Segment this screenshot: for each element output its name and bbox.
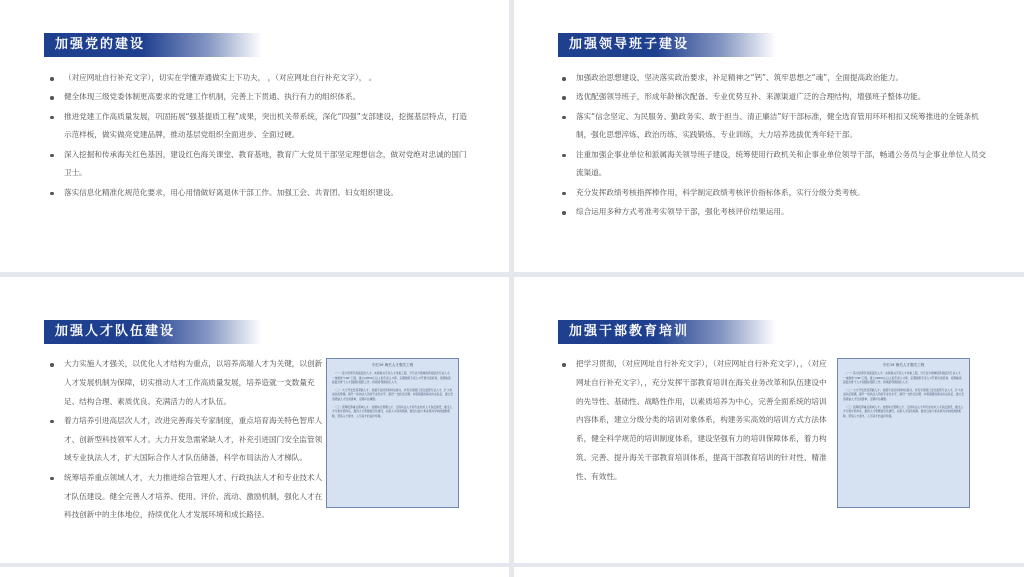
document-thumbnail bbox=[837, 358, 970, 508]
list-item: 落实信息化精准化规范化要求，用心用情做好离退休干部工作。加强工会、共青团、妇女组织建设。 bbox=[50, 184, 470, 203]
slide-leadership-building bbox=[514, 0, 1024, 272]
bullet-dot-icon bbox=[50, 116, 54, 120]
list-item: （对应网址自行补充文字），切实在学懂弄通做实上下功夫， ，（对应网址自行补充文字）， 。 bbox=[50, 69, 470, 88]
slide-cadre-training bbox=[514, 277, 1024, 563]
bullet-dot-icon bbox=[50, 96, 54, 100]
list-item: 健全体现三级党委体制更高要求的党建工作机制，完善上下贯通、执行有力的组织体系。 bbox=[50, 88, 470, 107]
document-paragraph: （二）大力开发急需紧缺人才。加强专业培训和岗位练兵，补充引进国门安全监管专业人才，扩大执法队伍规模，提升一线执法人员的专业化水平，建设一支政治过硬、本领高强的海关执法队伍，建立急需紧缺人才目录清单，定期评估调整。 bbox=[332, 387, 453, 401]
list-item: 落实“信念坚定、为民服务、勤政务实、敢于担当、清正廉洁”好干部标准，健全选育管用环环相扣又统筹推进的全链条机制，强化思想淬炼、政治历练、实践锻炼、专业训练，大力培养选拔优秀年轻干部。 bbox=[562, 108, 992, 146]
section-header: 加强党的建设 bbox=[44, 33, 262, 57]
document-paragraph: （一）着力培养引进高层次人才。实施海关专家人才选拔工程，分专业分领域培养高层次专业人才，一体推进“136”工程，建立10000人以上的专家人才库，定期组织专家人才开展交流培训，培养输送高层次骨干人才到国际组织工作，积极培养国际化人才。 bbox=[332, 371, 453, 385]
document-title: 专栏19 海关人才强关工程 bbox=[882, 363, 925, 367]
bullet-dot-icon bbox=[562, 116, 566, 120]
document-paragraph: （一）着力培养引进高层次人才。实施海关专家人才选拔工程，分专业分领域培养高层次专业人才，一体推进“136”工程，建立10000人以上的专家人才库，定期组织专家人才开展交流培训，培养输送高层次骨干人才到国际组织工作，积极培养国际化人才。 bbox=[843, 371, 964, 385]
document-title: 专栏19 海关人才强关工程 bbox=[371, 363, 414, 367]
slide-partial bbox=[514, 567, 1024, 577]
list-item: 选优配强领导班子，形成年龄梯次配备、专业优势互补、来源渠道广泛的合理结构，增强班子整体功能。 bbox=[562, 88, 992, 107]
bullet-dot-icon bbox=[562, 96, 566, 100]
slide-partial bbox=[0, 567, 509, 577]
bullet-list bbox=[562, 69, 992, 222]
bullet-list bbox=[50, 355, 325, 526]
list-item: 着力培养引进高层次人才，改进完善海关专家制度，重点培育海关特色智库人才、创新型科技领军人才。大力开发急需紧缺人才，补充引进国门安全监管领域专业执法人才，扩大国际合作人才队伍储备，科学布局法治人才梯队。 bbox=[50, 412, 325, 468]
list-item: 注重加强企事业单位和派属海关领导班子建设，统筹使用行政机关和企事业单位领导干部，畅通公务员与企事业单位人员交流渠道。 bbox=[562, 146, 992, 184]
bullet-dot-icon bbox=[50, 192, 54, 196]
document-paragraph: （三）统筹培养重点领域人才。加强综合管理人才、行政执法人才和专业技术人才队伍建设，健全人才分类评价体系，推进人才管理信息化建设，完善人才流动机制，健全以能力和业绩为导向的激励机制，营造人才辈出、人尽其才的良好环境。 bbox=[843, 404, 964, 418]
section-header: 加强人才队伍建设 bbox=[44, 320, 262, 344]
bullet-dot-icon bbox=[50, 477, 54, 481]
list-item: 大力实施人才强关，以优化人才结构为重点，以培养高端人才为关键，以创新人才发展机制为保障，切实推动人才工作高质量发展，培养造就一支数量充足、结构合理、素质优良、充满活力的人才队伍。 bbox=[50, 355, 325, 411]
list-item: 加强政治思想建设，坚决落实政治要求，补足精神之“钙”、筑牢思想之“魂”，全面提高政治能力。 bbox=[562, 69, 992, 88]
document-thumbnail bbox=[326, 358, 459, 508]
bullet-dot-icon bbox=[50, 154, 54, 158]
document-paragraph: （二）大力开发急需紧缺人才。加强专业培训和岗位练兵，补充引进国门安全监管专业人才，扩大执法队伍规模，提升一线执法人员的专业化水平，建设一支政治过硬、本领高强的海关执法队伍，建立急需紧缺人才目录清单，定期评估调整。 bbox=[843, 387, 964, 401]
section-header: 加强领导班子建设 bbox=[558, 33, 776, 57]
bullet-dot-icon bbox=[562, 154, 566, 158]
list-item: 深入挖掘和传承海关红色基因，建设红色海关课堂、教育基地，教育广大党员干部坚定理想信念，做对党绝对忠诚的国门卫士。 bbox=[50, 146, 470, 184]
document-paragraph: （三）统筹培养重点领域人才。加强综合管理人才、行政执法人才和专业技术人才队伍建设，健全人才分类评价体系，推进人才管理信息化建设，完善人才流动机制，健全以能力和业绩为导向的激励机制，营造人才辈出、人尽其才的良好环境。 bbox=[332, 404, 453, 418]
bullet-dot-icon bbox=[50, 420, 54, 424]
list-item: 综合运用多种方式考准考实领导干部，强化考核评价结果运用。 bbox=[562, 203, 992, 222]
list-item: 统筹培养重点领域人才，大力推进综合管理人才、行政执法人才和专业技术人才队伍建设。健全完善人才培养、使用、评价、流动、激励机制，强化人才在科技创新中的主体地位，持续优化人才发展环境和成长路径。 bbox=[50, 469, 325, 525]
bullet-dot-icon bbox=[50, 77, 54, 81]
list-item: 充分发挥政绩考核指挥棒作用，科学制定政绩考核评价指标体系，实行分级分类考核。 bbox=[562, 184, 992, 203]
bullet-dot-icon bbox=[562, 192, 566, 196]
slide-party-building bbox=[0, 0, 509, 272]
bullet-list bbox=[562, 355, 830, 487]
list-item: 把学习贯彻，（对应网址自行补充文字），（对应网址自行补充文字），，（对应网址自行补充文字），，充分发挥干部教育培训在海关业务改革和队伍建设中的先导性、基础性、战略性作用，以素质培养为中心，完善全面系统的培训内容体系，建立分级分类的培训对象体系，构建务实高效的培训方式方法体系，健全科学规范的培训制度体系，建设坚强有力的培训保障体系，着力构筑、完善、提升海关干部教育培训体系，提高干部教育培训的针对性、精准性、有效性。 bbox=[562, 355, 830, 487]
section-header: 加强干部教育培训 bbox=[558, 320, 776, 344]
bullet-list bbox=[50, 69, 470, 203]
bullet-dot-icon bbox=[562, 211, 566, 215]
bullet-dot-icon bbox=[562, 363, 566, 367]
slide-talent-building bbox=[0, 277, 509, 563]
list-item: 推进党建工作高质量发展，巩固拓展“强基提质工程”成果，突出机关带系统，深化“四强”支部建设，挖掘基层特点，打造示范样板，做实做亮党建品牌，推动基层党组织全面进步、全面过硬。 bbox=[50, 108, 470, 146]
bullet-dot-icon bbox=[50, 363, 54, 367]
bullet-dot-icon bbox=[562, 77, 566, 81]
